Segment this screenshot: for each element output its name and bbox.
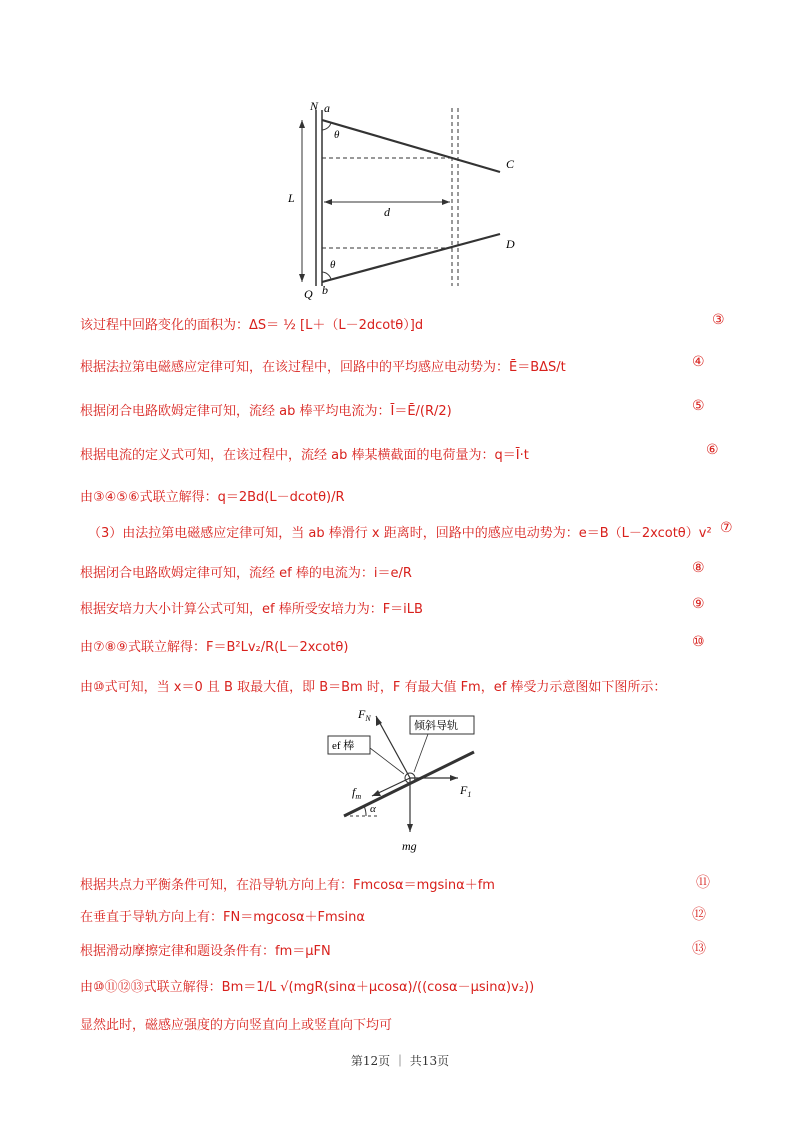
eq-num-9: ⑨ [692, 596, 705, 612]
line-area: 该过程中回路变化的面积为：ΔS＝ ½ [L＋（L－2dcotθ）]d [80, 318, 424, 333]
label-C: C [506, 157, 515, 171]
label-b: b [322, 283, 328, 297]
line-ampere-force: 根据安培力大小计算公式可知，ef 棒所受安培力为：F＝iLB [80, 602, 423, 617]
line-Bm-result: 由⑩⑪⑫⑬式联立解得：Bm＝1/L √(mgR(sinα＋μcosα)/((cosα－μsinα)v₂)) [80, 980, 535, 995]
label-mg: mg [402, 839, 417, 853]
label-theta-bottom: θ [330, 259, 336, 271]
line-conclusion: 显然此时，磁感应强度的方向竖直向上或竖直向下均可 [80, 1018, 393, 1033]
force-diagram [318, 700, 508, 860]
label-alpha: α [370, 803, 376, 815]
line-current-ef: 根据闭合电路欧姆定律可知，流经 ef 棒的电流为：i＝e/R [80, 566, 412, 581]
eq-num-8: ⑧ [692, 560, 705, 576]
eq-num-13: ⑬ [692, 941, 706, 957]
line-emf-avg: 根据法拉第电磁感应定律可知，在该过程中，回路中的平均感应电动势为：Ē＝BΔS/t [80, 360, 566, 375]
line-normal-balance: 在垂直于导轨方向上有：FN＝mgcosα＋Fmsinα [80, 910, 365, 925]
label-d: d [384, 205, 390, 219]
label-a: a [324, 101, 330, 115]
label-rail: 倾斜导轨 [414, 720, 458, 732]
line-max-condition: 由⑩式可知，当 x＝0 且 B 取最大值，即 B＝Bm 时，F 有最大值 Fm，ef 棒受力示意图如下图所示： [80, 680, 667, 695]
label-fm: $f_m$ [352, 785, 362, 801]
eq-num-11: ⑪ [696, 875, 710, 891]
label-FN: $F_N$ [358, 707, 371, 723]
line-q-result: 由③④⑤⑥式联立解得：q＝2Bd(L－dcotθ)/R [80, 490, 345, 505]
eq-num-6: ⑥ [706, 442, 719, 458]
eq-num-4: ④ [692, 354, 705, 370]
line-current-avg: 根据闭合电路欧姆定律可知，流经 ab 棒平均电流为：Ī＝Ē/(R/2) [80, 404, 452, 419]
label-D: D [506, 237, 515, 251]
eq-num-3: ③ [712, 312, 725, 328]
line-part3: （3）由法拉第电磁感应定律可知，当 ab 棒滑行 x 距离时，回路中的感应电动势为：e＝B（L－2xcotθ）v² [88, 526, 712, 541]
line-friction: 根据滑动摩擦定律和题设条件有：fm＝μFN [80, 944, 331, 959]
label-ef-rod: ef 棒 [332, 740, 355, 752]
label-Q: Q [304, 287, 313, 301]
line-charge: 根据电流的定义式可知，在该过程中，流经 ab 棒某横截面的电荷量为：q＝Ī·t [80, 448, 529, 463]
label-N: N [310, 99, 319, 113]
line-parallel-balance: 根据共点力平衡条件可知，在沿导轨方向上有：Fmcosα＝mgsinα＋fm [80, 878, 495, 893]
eq-num-10: ⑩ [692, 634, 705, 650]
page-footer: 第12页 ｜ 共13页 [350, 1054, 450, 1068]
line-F-result: 由⑦⑧⑨式联立解得：F＝B²Lv₂/R(L－2xcotθ) [80, 640, 349, 655]
eq-num-12: ⑫ [692, 907, 706, 923]
label-L: L [288, 191, 295, 205]
eq-num-7: ⑦ [720, 520, 733, 536]
label-F1: $F_1$ [460, 783, 472, 799]
rail-diagram [280, 98, 530, 303]
label-theta-top: θ [334, 129, 340, 141]
eq-num-5: ⑤ [692, 398, 705, 414]
